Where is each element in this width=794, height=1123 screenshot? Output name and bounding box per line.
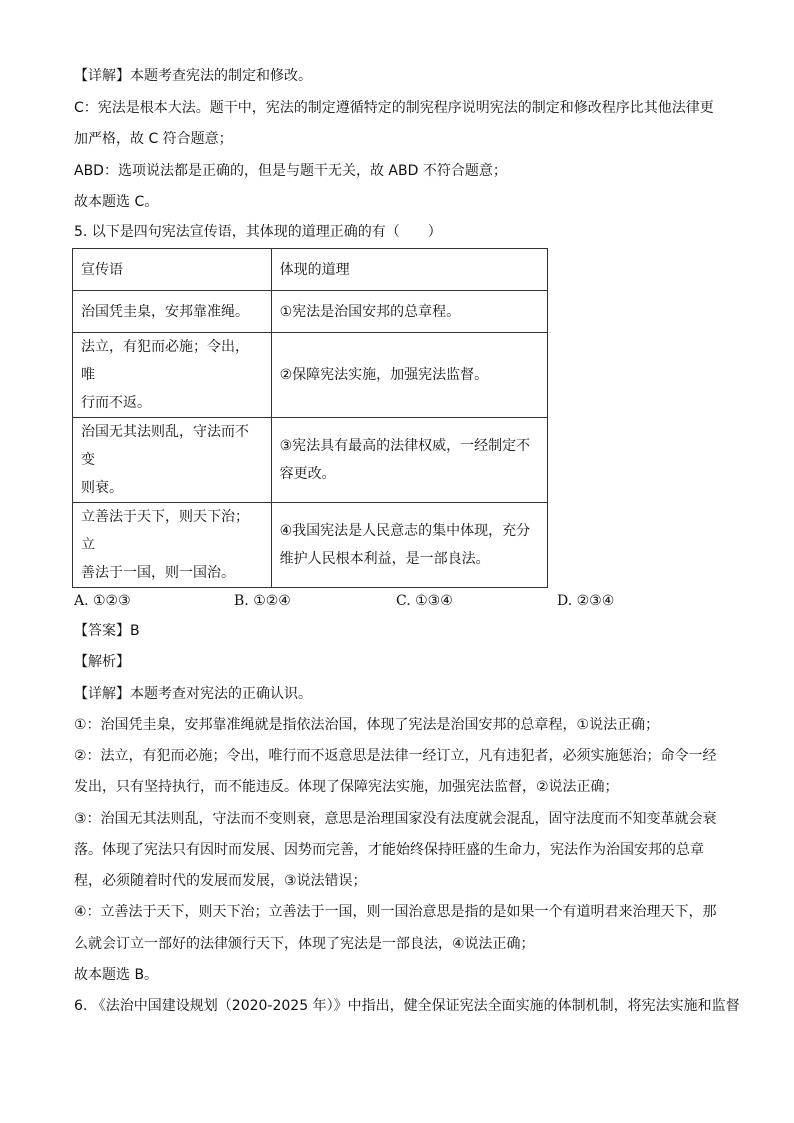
option-b: B. ①②④ [234,593,291,609]
q5-explain-2a: ②：法立，有犯而必施；令出，唯行而不返意思是法律一经订立，凡有违犯者，必须实施惩治；命令一经 [74,748,717,764]
table-header-slogan: 宣传语 [73,249,272,291]
option-c: C. ①③④ [396,593,453,609]
table-row [73,291,548,333]
option-a: A. ①②③ [74,593,131,609]
q5-analysis: 【解析】 [74,654,130,670]
q5-explain-3b: 落。体现了宪法只有因时而发展、因势而完善，才能始终保持旺盛的生命力，宪法作为治国安邦的总章 [74,842,704,858]
prev-c-line2: 加严格，故 C 符合题意； [74,131,233,147]
table-cell-slogan: 治国无其法则乱，守法而不变 则衰。 [73,418,272,503]
prev-detail: 【详解】本题考查宪法的制定和修改。 [74,68,312,84]
table-header-row [73,249,548,291]
slogan-table [72,248,548,588]
q5-explain-4a: ④：立善法于天下，则天下治；立善法于一国，则一国治意思是指的是如果一个有道明君来治理天下，那 [74,904,717,920]
table-row [73,418,548,503]
table-cell-principle: ①宪法是治国安邦的总章程。 [271,291,547,333]
q5-explain-3c: 程，必须随着时代的发展而发展，③说法错误； [74,873,367,889]
table-cell-slogan: 法立，有犯而必施；令出，唯 行而不返。 [73,333,272,418]
q5-explain-2b: 发出，只有坚持执行，而不能违反。体现了保障宪法实施，加强宪法监督，②说法正确； [74,779,619,795]
table-header-principle: 体现的道理 [271,249,547,291]
q5-explain-3a: ③：治国无其法则乱，守法而不变则衰，意思是治理国家没有法度就会混乱，固守法度而不知变革就会衰 [74,811,717,827]
table-cell-slogan: 立善法于天下，则天下治；立 善法于一国，则一国治。 [73,503,272,588]
table-cell-principle: ④我国宪法是人民意志的集中体现，充分 维护人民根本利益，是一部良法。 [271,503,547,588]
option-d: D. ②③④ [557,593,615,609]
q5-stem: 5. 以下是四句宪法宣传语，其体现的道理正确的有（ ） [74,224,442,240]
q5-answer: 【答案】B [74,623,140,639]
q5-explain-1: ①：治国凭圭臬，安邦靠准绳就是指依法治国，体现了宪法是治国安邦的总章程，①说法正确； [74,717,660,733]
q5-explain-4b: 么就会订立一部好的法律颁行天下，体现了宪法是一部良法，④说法正确； [74,936,535,952]
table-cell-principle: ②保障宪法实施，加强宪法监督。 [271,333,547,418]
table-cell-principle: ③宪法具有最高的法律权威，一经制定不 容更改。 [271,418,547,503]
table-cell-slogan: 治国凭圭臬，安邦靠准绳。 [73,291,272,333]
prev-abd: ABD：选项说法都是正确的，但是与题干无关，故 ABD 不符合题意； [74,163,507,179]
table-row [73,503,548,588]
prev-c-line1: C：宪法是根本大法。题干中，宪法的制定遵循特定的制宪程序说明宪法的制定和修改程序比其他法律更 [74,100,714,116]
table-row [73,333,548,418]
q6-stem: 6. 《法治中国建设规划（2020-2025 年）》中指出，健全保证宪法全面实施的体制机制，将宪法实施和监督 [74,998,740,1014]
q5-detail: 【详解】本题考查对宪法的正确认识。 [74,686,312,702]
prev-conclusion: 故本题选 C。 [74,194,159,210]
q5-conclusion: 故本题选 B。 [74,967,159,983]
